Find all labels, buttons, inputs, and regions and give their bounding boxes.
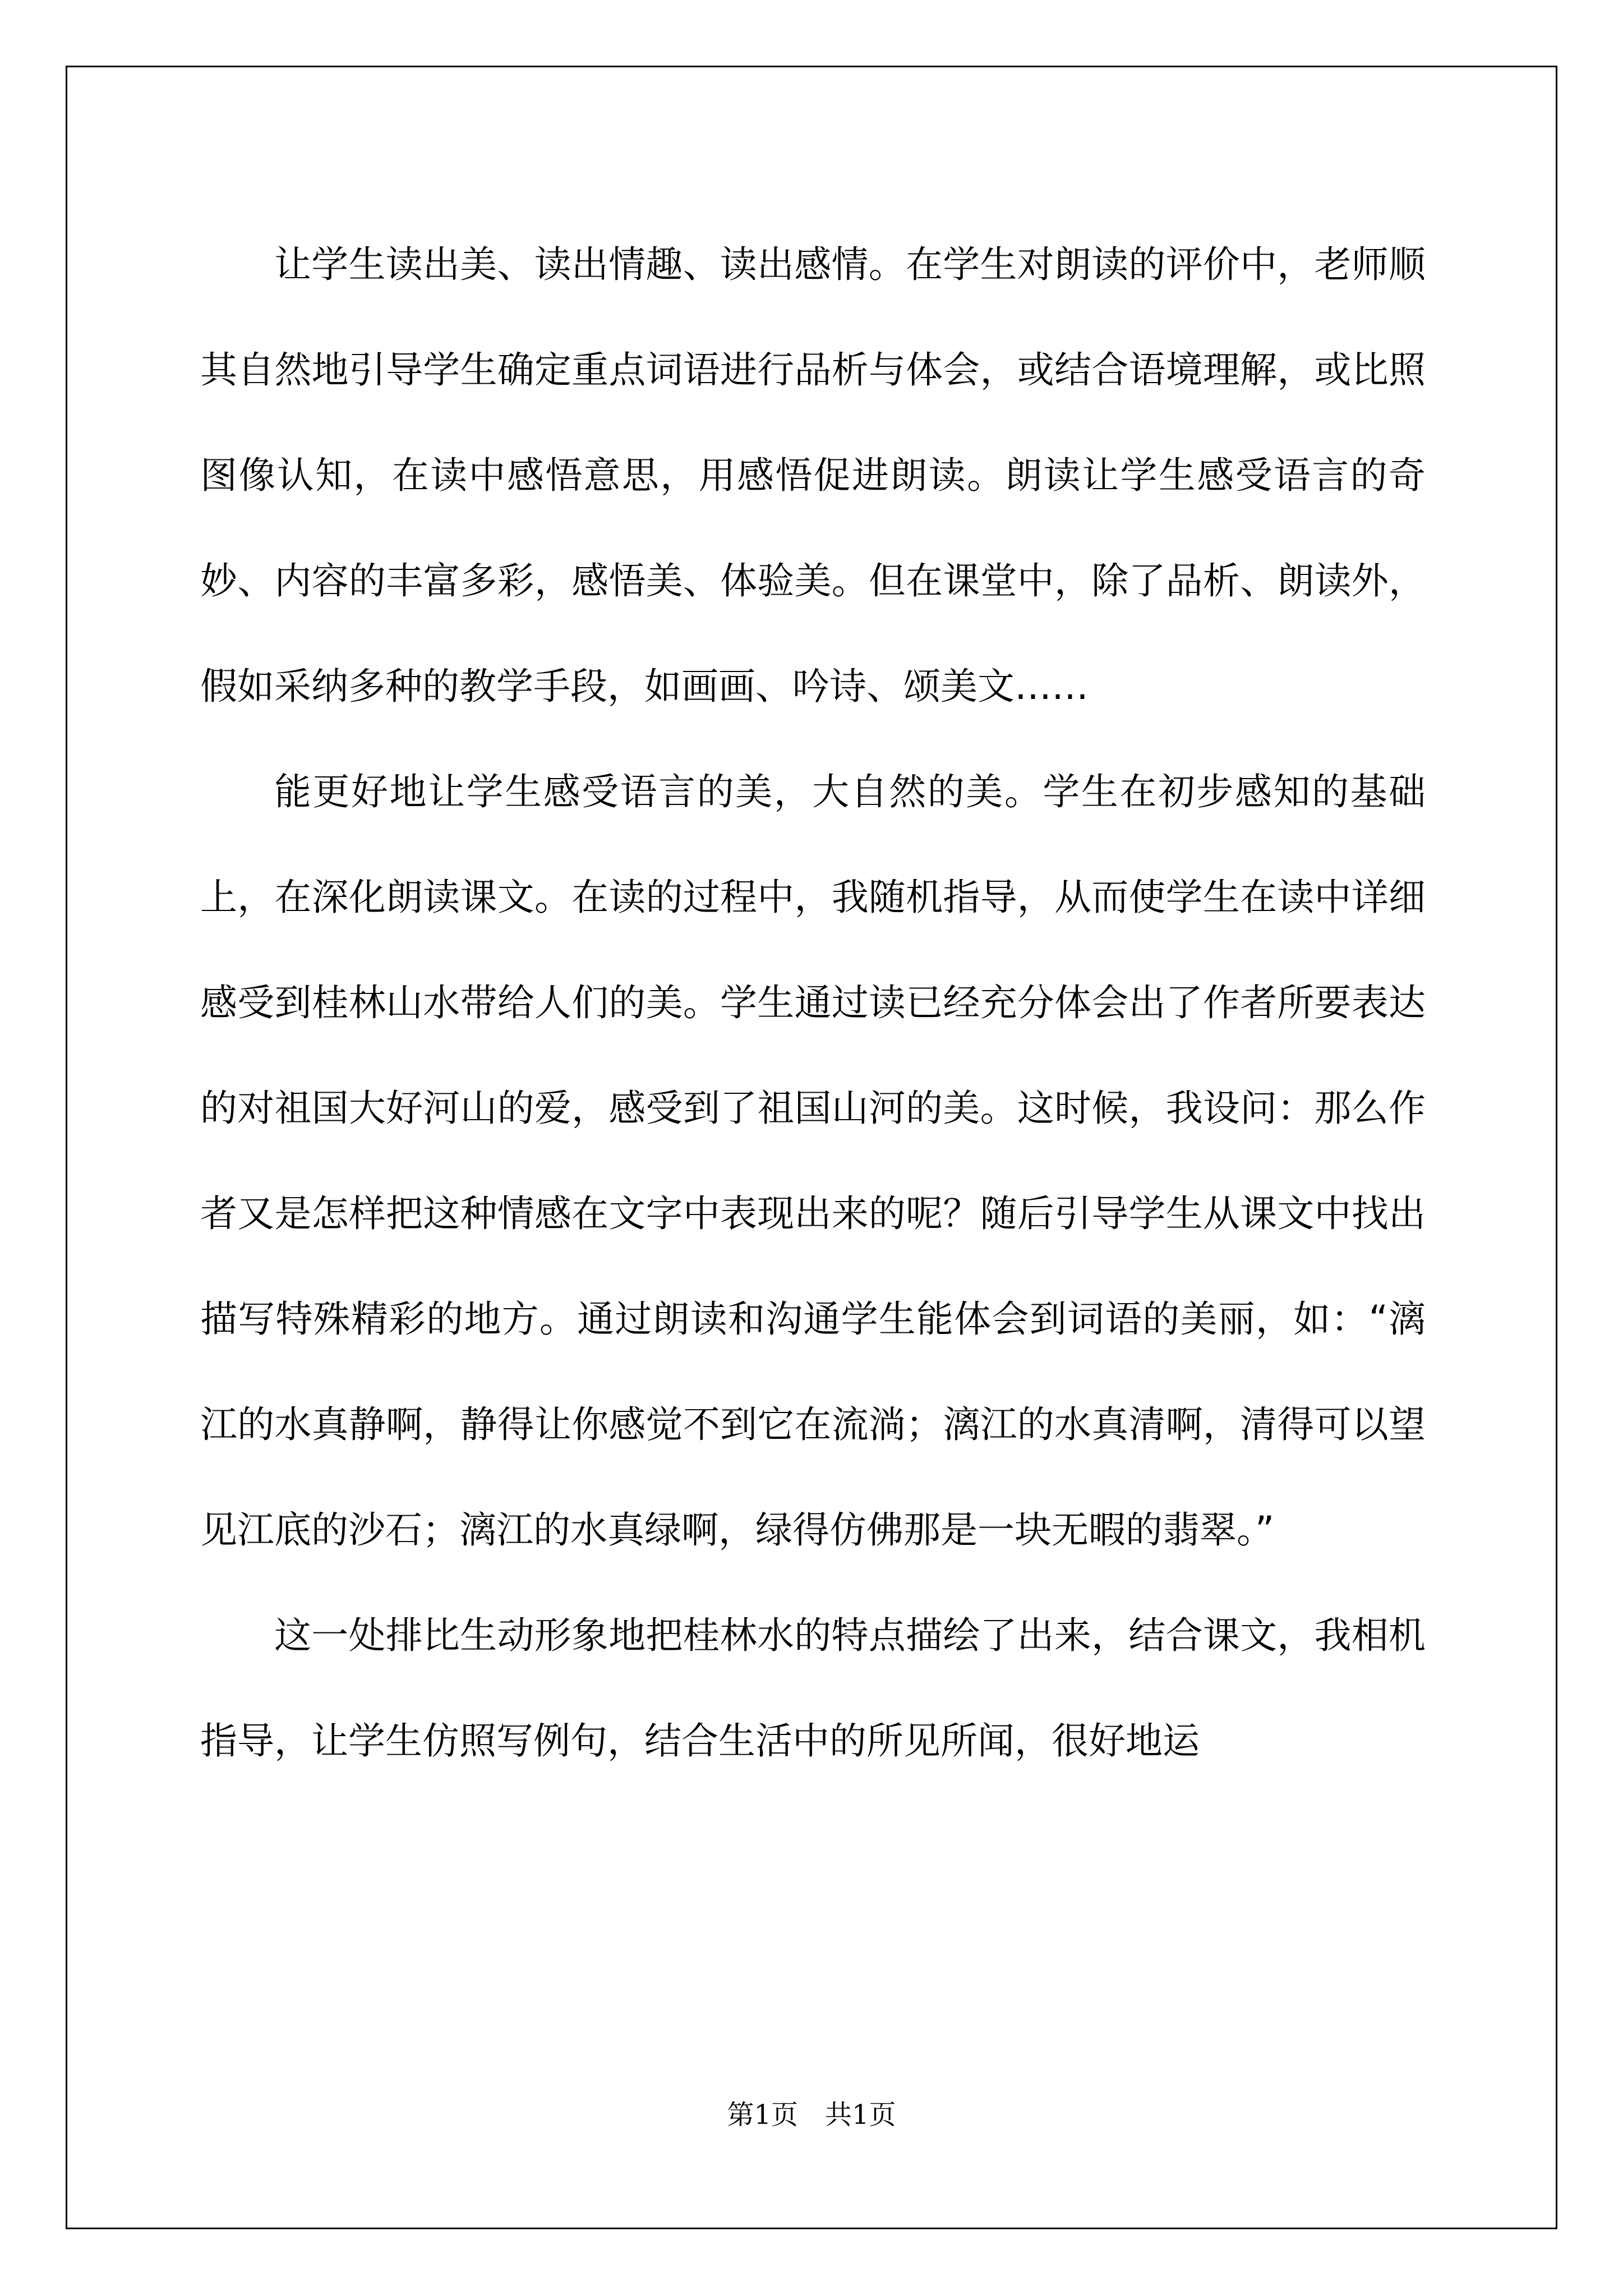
page-number: 第1页 [727, 2099, 798, 2131]
paragraph-3: 这一处排比生动形象地把桂林水的特点描绘了出来，结合课文，我相机指导，让学生仿照写例句，结合生活中的所见所闻，很好地运 [200, 1614, 1426, 1763]
paragraph-1: 让学生读出美、读出情趣、读出感情。在学生对朗读的评价中，老师顺其自然地引导学生确定重点词语进行品析与体会，或结合语境理解，或比照图像认知，在读中感悟意思，用感悟促进朗读。朗读让学生感受语言的奇妙、内容的丰富多彩，感悟美、体验美。但在课堂中，除了品析、朗读外，假如采纳多种的教学手段，如画画、吟诗、颂美文…… [200, 243, 1426, 708]
page-footer [0, 2098, 1623, 2132]
page-total: 共1页 [825, 2099, 896, 2131]
document-body [200, 212, 1426, 1794]
paragraph-2: 能更好地让学生感受语言的美，大自然的美。学生在初步感知的基础上，在深化朗读课文。在读的过程中，我随机指导，从而使学生在读中详细感受到桂林山水带给人们的美。学生通过读已经充分体会出了作者所要表达的对祖国大好河山的爱，感受到了祖国山河的美。这时候，我设问：那么作者又是怎样把这种情感在文字中表现出来的呢？随后引导学生从课文中找出描写特殊精彩的地方。通过朗读和沟通学生能体会到词语的美丽，如：“漓江的水真静啊，静得让你感觉不到它在流淌；漓江的水真清啊，清得可以望见江底的沙石；漓江的水真绿啊，绿得仿佛那是一块无暇的翡翠。” [200, 770, 1426, 1552]
